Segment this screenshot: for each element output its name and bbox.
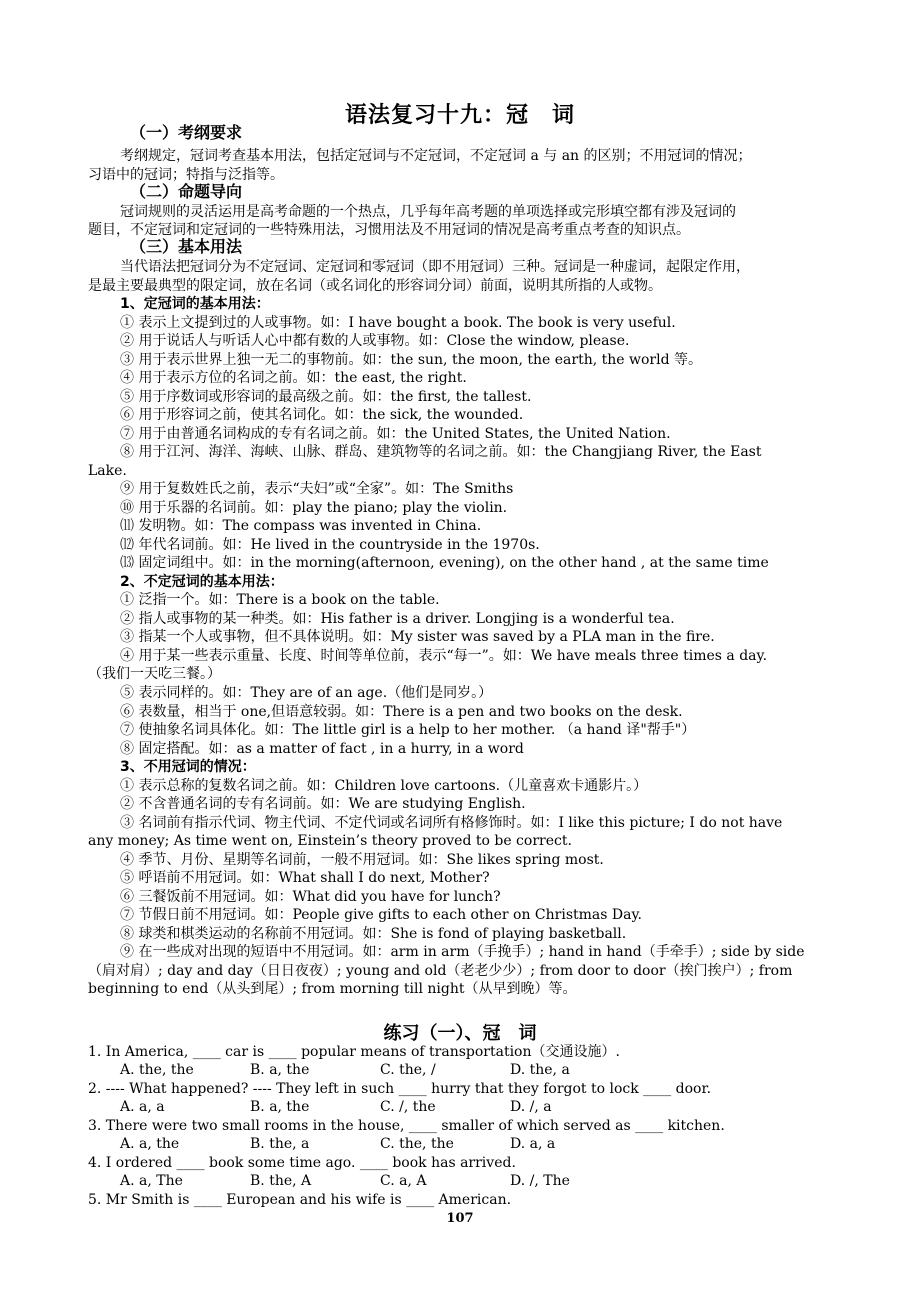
list-item: ④ 用于某一些表示重量、长度、时间等单位前，表示“每一”。如：We have meals three times a day. [120, 648, 768, 664]
list-item: ① 泛指一个。如：There is a book on the table. [120, 592, 440, 608]
list-item: ② 指人或事物的某一种类。如：His father is a driver. Longjing is a wonderful tea. [120, 611, 675, 627]
question: 2. ---- What happened? ---- They left in such ____ hurry that they forgot to lock ____ door. [88, 1081, 712, 1097]
option: C. /, the [380, 1099, 436, 1115]
list-item: ⑧ 用于江河、海洋、海峡、山脉、群岛、建筑物等的名词之前。如：the Changjiang River, the East [120, 444, 762, 460]
option: A. a, a [120, 1099, 165, 1115]
list-item: ③ 用于表示世界上独一无二的事物前。如：the sun, the moon, the earth, the world 等。 [120, 352, 702, 368]
list-item: ⑦ 用于由普通名词构成的专有名词之前。如：the United States, the United Nation. [120, 426, 671, 442]
option: A. a, The [120, 1173, 183, 1189]
subheading-indefinite-article: 2、不定冠词的基本用法： [120, 574, 284, 590]
option: B. a, the [250, 1099, 310, 1115]
option: B. the, A [250, 1173, 312, 1189]
question: 1. In America, ____ car is ____ popular means of transportation（交通设施）. [88, 1044, 620, 1060]
question: 4. I ordered ____ book some time ago. ____ book has arrived. [88, 1155, 516, 1171]
list-item: ⒀ 固定词组中。如：in the morning(afternoon, evening), on the other hand , at the same time [120, 555, 769, 571]
list-item: ③ 名词前有指示代词、物主代词、不定代词或名词所有格修饰时。如：I like this picture; I do not have [120, 815, 783, 831]
list-item: ⑧ 球类和棋类运动的名称前不用冠词。如：She is fond of playing basketball. [120, 926, 627, 942]
list-item: ⑨ 在一些成对出现的短语中不用冠词。如：arm in arm（手挽手）; hand in hand（手牵手）; side by side [120, 944, 805, 960]
option: C. the, / [380, 1062, 436, 1078]
list-item: ⑥ 用于形容词之前，使其名词化。如：the sick, the wounded. [120, 407, 524, 423]
list-item: ② 用于说话人与听话人心中都有数的人或事物。如：Close the window, please. [120, 333, 630, 349]
list-item: ⑨ 用于复数姓氏之前，表示“夫妇”或“全家”。如：The Smiths [120, 481, 514, 497]
section-heading-1: （一）考纲要求 [130, 123, 243, 142]
option: D. the, a [510, 1062, 570, 1078]
subheading-zero-article: 3、不用冠词的情况： [120, 759, 256, 775]
list-item-continued: any money; As time went on, Einstein’s theory proved to be correct. [88, 833, 572, 849]
subheading-definite-article: 1、定冠词的基本用法： [120, 296, 270, 312]
list-item: ⑩ 用于乐器的名词前。如：play the piano; play the violin. [120, 500, 508, 516]
list-item-continued: （肩对肩）; day and day（日日夜夜）; young and old（老老少少）; from door to door（挨门挨户）; from [88, 963, 793, 979]
option: A. the, the [120, 1062, 194, 1078]
list-item: ⑿ 年代名词前。如：He lived in the countryside in the 1970s. [120, 537, 540, 553]
section-heading-2: （二）命题导向 [130, 182, 243, 201]
paragraph-line: 题目，不定冠词和定冠词的一些特殊用法，习惯用法及不用冠词的情况是高考重点考查的知识点。 [88, 222, 690, 238]
paragraph-line: 当代语法把冠词分为不定冠词、定冠词和零冠词（即不用冠词）三种。冠词是一种虚词，起限定作用， [120, 259, 750, 275]
option: B. a, the [250, 1062, 310, 1078]
list-item-continued: beginning to end（从头到尾）; from morning till night（从早到晚）等。 [88, 981, 577, 997]
page-title: 语法复习十九：冠 词 [344, 103, 575, 128]
exercise-title: 练习（一）、冠 词 [383, 1023, 537, 1044]
list-item: ⑤ 表示同样的。如：They are of an age.（他们是同岁。） [120, 685, 493, 701]
option: D. /, The [510, 1173, 570, 1189]
paragraph-line: 冠词规则的灵活运用是高考命题的一个热点，几乎每年高考题的单项选择或完形填空都有涉及冠词的 [120, 204, 736, 220]
list-item: ⑦ 使抽象名词具体化。如：The little girl is a help to her mother. （a hand 译"帮手"） [120, 722, 696, 738]
list-item: ⑤ 呼语前不用冠词。如：What shall I do next, Mother? [120, 870, 490, 886]
question: 5. Mr Smith is ____ European and his wife is ____ American. [88, 1192, 512, 1208]
option: D. /, a [510, 1099, 552, 1115]
option: D. a, a [510, 1136, 556, 1152]
list-item: ④ 用于表示方位的名词之前。如：the east, the right. [120, 370, 467, 386]
section-heading-3: （三）基本用法 [130, 237, 243, 256]
list-item: ⑾ 发明物。如：The compass was invented in China. [120, 518, 482, 534]
paragraph-line: 考纲规定，冠词考查基本用法，包括定冠词与不定冠词，不定冠词 a 与 an 的区别；不用冠词的情况； [120, 148, 752, 164]
paragraph-line: 习语中的冠词；特指与泛指等。 [88, 167, 284, 183]
paragraph-line: 是最主要最典型的限定词，放在名词（或名词化的形容词分词）前面，说明其所指的人或物。 [88, 278, 662, 294]
list-item: ⑥ 表数量，相当于 one,但语意较弱。如：There is a pen and two books on the desk. [120, 704, 683, 720]
list-item-continued: Lake. [88, 463, 127, 479]
list-item-continued: （我们一天吃三餐。） [88, 666, 221, 682]
list-item: ① 表示总称的复数名词之前。如：Children love cartoons.（儿童喜欢卡通影片。） [120, 778, 648, 794]
option: B. the, a [250, 1136, 310, 1152]
list-item: ① 表示上文提到过的人或事物。如：I have bought a book. The book is very useful. [120, 315, 676, 331]
list-item: ⑥ 三餐饭前不用冠词。如：What did you have for lunch? [120, 889, 501, 905]
list-item: ⑤ 用于序数词或形容词的最高级之前。如：the first, the tallest. [120, 389, 532, 405]
option: A. a, the [120, 1136, 180, 1152]
option: C. the, the [380, 1136, 454, 1152]
list-item: ⑦ 节假日前不用冠词。如：People give gifts to each other on Christmas Day. [120, 907, 642, 923]
option: C. a, A [380, 1173, 427, 1189]
list-item: ② 不含普通名词的专有名词前。如：We are studying English. [120, 796, 526, 812]
list-item: ⑧ 固定搭配。如：as a matter of fact , in a hurry, in a word [120, 741, 524, 757]
page-number: 107 [446, 1211, 474, 1226]
list-item: ③ 指某一个人或事物，但不具体说明。如：My sister was saved by a PLA man in the fire. [120, 629, 715, 645]
question: 3. There were two small rooms in the house, ____ smaller of which served as ____ kitchen. [88, 1118, 725, 1134]
list-item: ④ 季节、月份、星期等名词前，一般不用冠词。如：She likes spring most. [120, 852, 604, 868]
